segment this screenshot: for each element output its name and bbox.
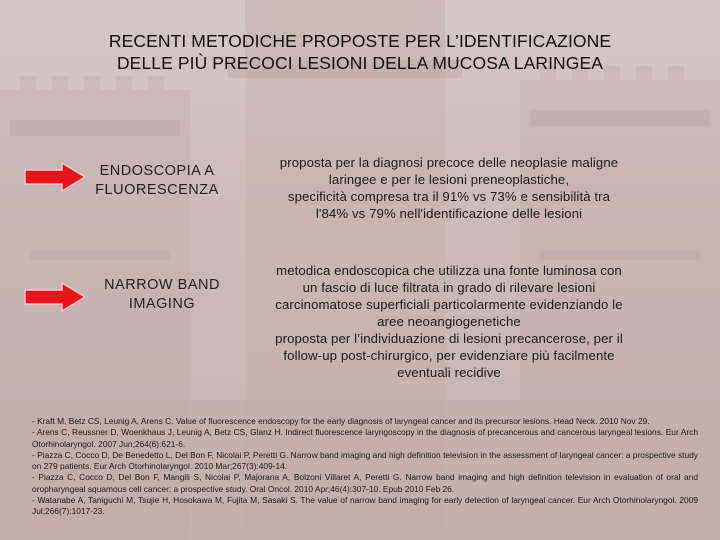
description-line: laringee e per le lesioni preneoplastiche, [328, 172, 570, 187]
description-line: eventuali recidive [397, 365, 501, 380]
label-line: IMAGING [128, 296, 196, 312]
reference-item: - Watanabe A, Taniguchi M, Tsujie H, Hosokawa M, Fujita M, Sasaki S. The value of narrow band imaging for early detection of laryngeal cancer. Eur Arch Otorhinolaryngol. 2009 Jul;266(7):1017-23. [32, 495, 698, 517]
description-line: specificità compresa tra il 91% vs 73% e sensibilità tra [287, 189, 611, 204]
label-line: ENDOSCOPIA A [99, 163, 215, 179]
description-line: un fascio di luce filtrata in grado di rilevare lesioni [302, 280, 596, 295]
references-list [32, 416, 698, 518]
label-line: FLUORESCENZA [95, 182, 219, 198]
reference-item: - Arens C, Reussner D, Woenkhaus J, Leunig A, Betz CS, Glanz H. Indirect fluorescence laryngoscopy in the diagnosis of precancerous and cancerous laryngeal lesions. Eur Arch Otorhinolaryngol. 2007 Jun;264(6):621-6. [32, 427, 698, 449]
reference-item: - Kraft M, Betz CS, Leunig A, Arens C. Value of fluorescence endoscopy for the early diagnosis of laryngeal cancer and its precursor lesions. Head Neck. 2010 Nov 29. [32, 416, 650, 426]
item-description-fluorescence [262, 154, 636, 222]
description-line: aree neoangiogenetiche [377, 314, 521, 329]
title-line-1: RECENTI METODICHE PROPOSTE PER L’IDENTIFICAZIONE [108, 31, 612, 51]
item-label-fluorescence [82, 162, 232, 200]
description-line: proposta per l’individuazione di lesioni precancerose, per il [275, 331, 623, 346]
description-line: proposta per la diagnosi precoce delle neoplasie maligne [279, 155, 619, 170]
reference-item: - Piazza C, Cocco D, De Benedetto L, Del Bon F, Nicolai P, Peretti G. Narrow band imaging and high definition television in the assessment of laryngeal cancer: a prospective study on 279 patients. Eur Arch Otorhinolaryngol. 2010 Mar;267(3):409-14. [32, 449, 698, 472]
description-line: l'84% vs 79% nell'identificazione delle lesioni [315, 206, 583, 221]
description-line: carcinomatose superficiali particolarmente evidenziando le [275, 297, 623, 312]
right-arrow-icon [24, 162, 86, 192]
title-line-2: DELLE PIÙ PRECOCI LESIONI DELLA MUCOSA LARINGEA [116, 53, 604, 73]
right-arrow-icon [24, 282, 86, 312]
description-line: follow-up post-chirurgico, per evidenziare più facilmente [283, 348, 615, 363]
slide-title [40, 30, 680, 74]
item-description-nbi [262, 262, 636, 381]
reference-item: - Piazza C, Cocco D, Del Bon F, Mangili S, Nicolai P, Majorana A, Bolzoni Villaret A, Peretti G. Narrow band imaging and high definition television in evaluation of oral and oropharyngeal squamous cell cancer: a prospective study. Oral Oncol. 2010 Apr;46(4):307-10. Epub 2010 Feb 26. [32, 472, 698, 494]
label-line: NARROW BAND [104, 277, 220, 293]
description-line: metodica endoscopica che utilizza una fonte luminosa con [276, 263, 622, 278]
item-label-nbi [94, 276, 230, 314]
